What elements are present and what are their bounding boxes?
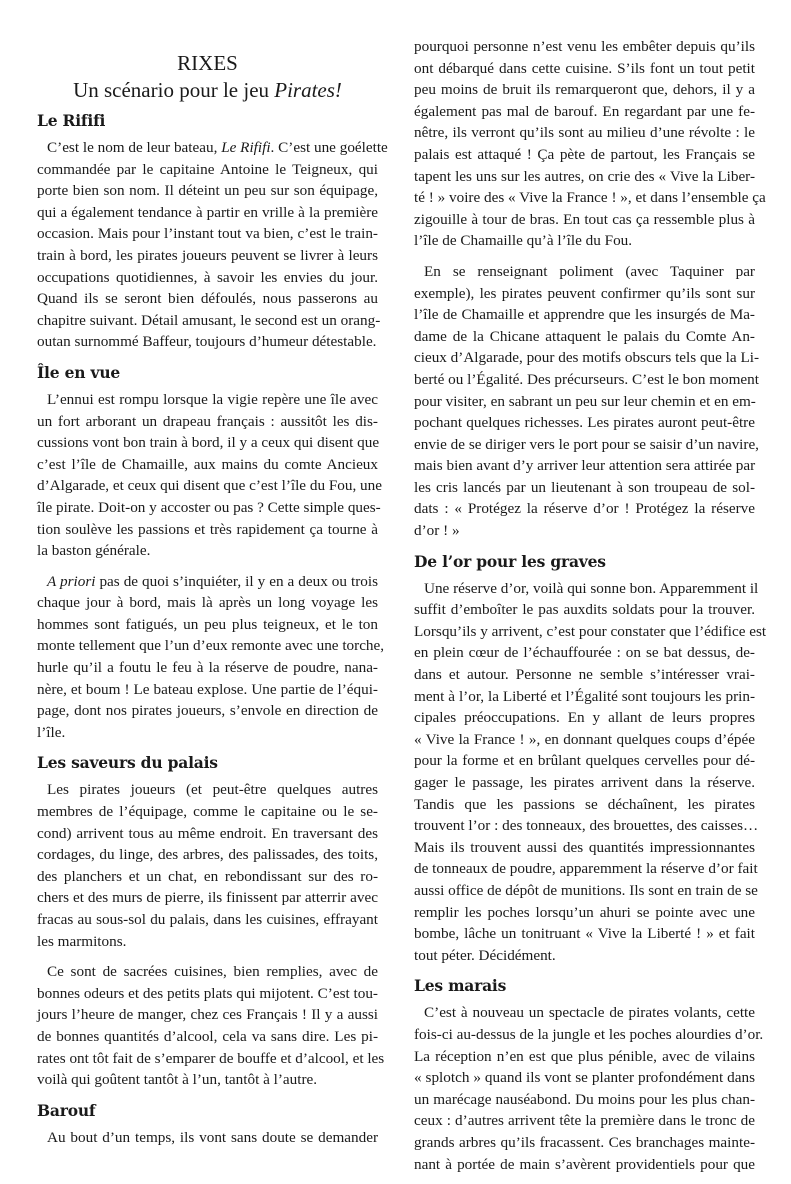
text-line: porte bien son nom. Il déteint un peu sur son équipage, [37, 182, 378, 200]
text-line: peu moins de bruit ils remarqueront que, dehors, il y a [414, 81, 755, 99]
text-line: tapent les uns sur les autres, on crie des « Vive la Liber- [414, 167, 755, 185]
text-line: C’est à nouveau un spectacle de pirates volants, cette [424, 1004, 755, 1022]
text-line: l’île de Chamaille qu’à l’île du Fou. [414, 232, 633, 250]
text-line: nêtre, ils verront qu’ils sont au milieu d’une révolte : le [414, 124, 755, 142]
text-line: également pas mal de barouf. En regardant par une fe- [414, 102, 755, 120]
text-line: Quand ils se seront bien défoulés, nous passerons au [37, 290, 378, 308]
text-line: fois-ci au-dessus de la jungle et les poches alourdies d’or. [414, 1025, 764, 1043]
text-line: nère, et boum ! Le bateau explose. Une partie de l’équi- [37, 680, 378, 698]
paragraph-le-rififi [37, 137, 388, 353]
text-line: mais bien avant d’y arriver leur attention sera attirée par [414, 457, 756, 475]
section-heading-barouf: Barouf [37, 1100, 96, 1120]
text-line: outan surnommé Baffeur, toujours d’humeur détestable. [37, 333, 377, 351]
text-line: L’ennui est rompu lorsque la vigie repère une île avec [47, 390, 378, 408]
subtitle-prefix: Un scénario pour le jeu [73, 78, 275, 102]
text-line: un fort arborant un drapeau français : aussitôt les dis- [37, 412, 378, 430]
text-line: cieux d’Algarade, pour des motifs obscurs tels que la Li- [414, 349, 759, 367]
paragraph-saveurs-1 [37, 779, 378, 952]
text-line: cipales préoccupations. En y allant de leurs propres [414, 709, 755, 727]
text-line: trouvent l’or : des tonneaux, des brouettes, des caisses… [414, 817, 759, 835]
paragraph-de-l-or [414, 578, 767, 967]
text-line: aussi office de dépôt de munitions. Ils sont en train de se [414, 881, 758, 899]
paragraph-barouf-2 [414, 261, 759, 542]
text-line: palais est attaqué ! Ça pète de partout, les Français se [414, 145, 755, 163]
text-line: En se renseignant poliment (avec Taquiner par [424, 262, 755, 280]
text-line: les cris lancés par un lieutenant à son troupeau de sol- [414, 478, 755, 496]
text-line: d’or ! » [414, 522, 460, 540]
text-line: d’Algarade, et ceux qui disent que c’est l’île du Fou, une [37, 477, 382, 495]
text-line: tout péter. Décidément. [414, 946, 556, 964]
text-line: l’île. [37, 723, 66, 741]
text-line: dans et autour. Personne ne semble s’intéresser vrai- [414, 666, 755, 684]
text-line: de bonnes quantités d’alcool, cela va sans dire. Les pi- [37, 1027, 378, 1045]
text-line: des planchers et un chat, en rebondissant sur des ro- [37, 867, 378, 885]
text-line: remplir les poches lorsqu’un ahuri se pointe avec une [414, 903, 755, 921]
text-line: train à bord, les pirates joueurs peuvent se livrer à leurs [37, 246, 378, 264]
text-line: bombe, lâche un tonitruant « Vive la Liberté ! » et fait [414, 925, 755, 943]
right-column [414, 36, 767, 1184]
text-line: té ! » voire des « Vive la France ! », et dans l’ensemble ça [414, 189, 766, 207]
subtitle-game-name: Pirates! [274, 78, 342, 102]
title-block [37, 50, 378, 104]
text-line: tion soulève les passions et très rapidement ça tourne à [37, 520, 378, 538]
text-line: pochant quelques richesses. Les pirates auront peut-être [414, 414, 755, 432]
text-line: de tonneaux de poudre, apparemment la réserve d’or fait [414, 860, 758, 878]
text-line: occupations quotidiennes, à savoir les envies du jour. [37, 268, 378, 286]
text-line: gager le passage, les pirates arrivent dans la réserve. [414, 774, 755, 791]
text-line: île pirate. Doit-on y accoster ou pas ? Cette simple ques- [37, 498, 381, 516]
section-heading-les-marais: Les marais [414, 976, 507, 996]
text-line: suffit d’emboîter le pas auxdits soldats pour la trouver. [414, 601, 755, 619]
text-line: en plein cœur de l’échauffourée : on se bat dessus, de- [414, 644, 755, 662]
text-line: chaque jour à bord, mais là après un long voyage les [37, 594, 378, 612]
text-line: cussions vont bon train à bord, il y a ceux qui disent que [37, 434, 380, 452]
text-line: A priori pas de quoi s’inquiéter, il y en a deux ou trois [47, 572, 378, 590]
text-line: bonnes odeurs et des petits plats qui mijotent. C’est tou- [37, 984, 378, 1002]
text-line: occasion. Mais pour l’instant tout va bien, c’est le train- [37, 225, 378, 243]
text-line: la baston générale. [37, 542, 151, 560]
paragraph-saveurs-2 [37, 961, 385, 1091]
text-line: dame de la Chicane attaquent le palais du Comte An- [414, 327, 755, 345]
text-line: voilà qui goûtent tantôt à l’un, tantôt à l’autre. [37, 1071, 318, 1089]
text-line: berté ou l’Égalité. Des précurseurs. C’est le bon moment [414, 370, 759, 388]
text-line: page, dont nos pirates joueurs, s’envole en direction de [37, 702, 378, 720]
paragraph-barouf-continued [414, 36, 766, 252]
text-line: chers et des murs de pierre, ils finissent par atterrir avec [37, 889, 378, 907]
text-line: Mais ils trouvent aussi des quantités impressionnantes [414, 838, 755, 856]
text-line: rates ont tôt fait de s’emparer de bouffe et d’alcool, et les [37, 1049, 385, 1067]
text-line: « splotch » quand ils vont se planter profondément dans [414, 1069, 755, 1087]
text-line: monte tellement que l’un d’eux remonte avec une torche, [37, 637, 385, 655]
section-heading-ile-en-vue: Île en vue [37, 362, 121, 382]
text-line: fracas au sous-sol du palais, dans les cuisines, effrayant [37, 911, 378, 928]
text-line: qui a également tendance à partir en vrille à la première [37, 203, 378, 221]
text-line: exemple), les pirates peuvent confirmer qu’ils sont sur [414, 284, 755, 302]
text-line: un marécage nauséabond. Du moins pour les plus chan- [414, 1090, 755, 1108]
text-line: l’île de Chamaille et apprendre que les insurgés de Ma- [414, 306, 755, 324]
text-line: zigouille à tour de bras. En tout cas ça ressemble plus à [414, 210, 755, 228]
text-line: hommes sont fatigués, un peu plus teigneux, et le ton [37, 615, 378, 633]
text-line: La réception n’en est que plus pénible, avec de vilains [414, 1047, 755, 1065]
text-line: Les pirates joueurs (et peut-être quelques autres [47, 781, 378, 799]
text-line: Une réserve d’or, voilà qui sonne bon. Apparemment il [424, 579, 759, 597]
text-line: ont débarqué dans cette cuisine. S’ils font un tout petit [414, 59, 755, 77]
section-heading-saveurs-du-palais: Les saveurs du palais [37, 753, 218, 773]
text-line: ment à l’or, la Liberté et l’Égalité sont toujours les prin- [414, 687, 755, 705]
text-line: ceux : d’autres arrivent tête la première dans le tronc de [414, 1112, 755, 1130]
text-line: hurle qu’il a foutu le feu à la réserve de poudre, nana- [37, 659, 378, 677]
text-line: nant à portée de main s’avèrent providentiels pour que [414, 1155, 755, 1173]
document-subtitle [37, 76, 378, 104]
text-line: grands arbres qu’ils fracassent. Ces branchages mainte- [414, 1133, 755, 1151]
text-line: cordages, du linge, des arbres, des palissades, des toits, [37, 846, 378, 864]
document-title: RIXES [177, 51, 238, 75]
text-line: pour la forme et en brûlant quelques cervelles pour dé- [414, 752, 755, 770]
text-line: commandée par le capitaine Antoine le Teigneux, qui [37, 160, 378, 178]
text-line: Lorsqu’ils y arrivent, c’est pour constater que l’édifice est [414, 622, 767, 640]
text-line: jours l’heure de manger, chez ces Français ! Il y a aussi [37, 1006, 378, 1024]
text-line: cond) arrivent tous au même endroit. En traversant des [37, 824, 378, 842]
paragraph-ile-en-vue-2 [37, 571, 385, 744]
text-line: dats : « Protégez la réserve d’or ! Protégez la réserve [414, 500, 755, 518]
text-line: C’est le nom de leur bateau, Le Rififi. C’est une goélette [47, 139, 388, 156]
text-line: c’est l’île de Chamaille, aux mains du comte Ancieux [37, 455, 378, 473]
text-line: Au bout d’un temps, ils vont sans doute se demander [47, 1128, 378, 1146]
text-line: envie de se diriger vers le port pour se saisir d’un navire, [414, 435, 759, 453]
text-line: chapitre suivant. Détail amusant, le second est un orang- [37, 311, 381, 329]
text-line: les marmitons. [37, 932, 127, 950]
section-heading-le-rififi: Le Rififi [37, 111, 106, 130]
text-line: Tandis que les passions se déchaînent, les pirates [414, 795, 755, 813]
text-line: membres de l’équipage, comme le capitaine ou le se- [37, 803, 378, 821]
text-line: « Vive la France ! », en donnant quelques coups d’épée [414, 730, 755, 748]
paragraph-les-marais [414, 1002, 764, 1175]
paragraph-ile-en-vue-1 [37, 389, 382, 562]
text-line: pourquoi personne n’est venu les embêter depuis qu’ils [414, 38, 755, 55]
paragraph-barouf-start [37, 1127, 378, 1149]
text-line: Ce sont de sacrées cuisines, bien remplies, avec de [47, 963, 378, 981]
section-heading-de-l-or: De l’or pour les graves [414, 551, 606, 571]
text-line: pour visiter, en sabrant un peu sur leur chemin et en em- [414, 392, 756, 410]
left-column [37, 50, 388, 1157]
